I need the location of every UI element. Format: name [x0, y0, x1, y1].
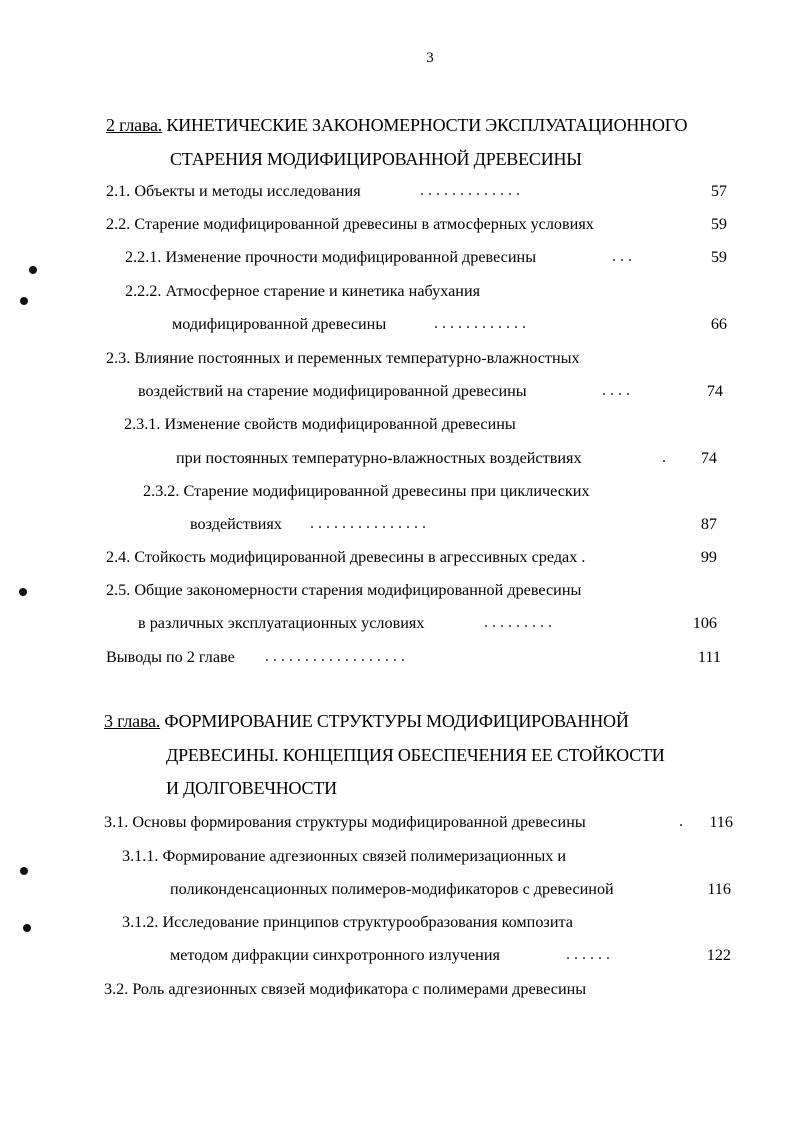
toc-entry-3-2: 3.2. Роль адгезионных связей модификатора с полимерами древесины: [104, 980, 587, 998]
punch-hole-mark: [20, 297, 28, 305]
toc-page: 99: [700, 548, 717, 566]
punch-hole-mark: [19, 588, 27, 596]
chapter3-title-line3: И ДОЛГОВЕЧНОСТИ: [166, 778, 337, 798]
punch-hole-mark: [23, 924, 31, 932]
toc-entry-2-1: 2.1. Объекты и методы исследования: [106, 182, 361, 200]
toc-dots: . . . .: [602, 382, 630, 399]
toc-page: 116: [707, 880, 731, 898]
toc-entry-3-1-1: 3.1.1. Формирование адгезионных связей полимеризационных и: [122, 847, 567, 865]
chapter3-heading: [104, 709, 629, 733]
toc-page: 106: [692, 614, 717, 632]
toc-entry-conclusions: Выводы по 2 главе: [106, 648, 235, 666]
toc-entry-2-2-1: 2.2.1. Изменение прочности модифицированной древесины: [125, 248, 537, 266]
toc-entry-2-3-1: 2.3.1. Изменение свойств модифицированной древесины: [124, 415, 516, 433]
chapter2-title-line2: СТАРЕНИЯ МОДИФИЦИРОВАННОЙ ДРЕВЕСИНЫ: [170, 149, 582, 169]
toc-entry-3-1-2: 3.1.2. Исследование принципов структурообразования композита: [122, 913, 573, 931]
toc-entry-2-5: 2.5. Общие закономерности старения модифицированной древесины: [106, 581, 582, 599]
toc-entry-2-2-2-cont: модифицированной древесины: [172, 315, 387, 333]
toc-entry-3-1: 3.1. Основы формирования структуры модифицированной древесины: [104, 813, 586, 831]
toc-entry-2-3-2: 2.3.2. Старение модифицированной древесины при циклических: [143, 482, 590, 500]
toc-page: 111: [697, 648, 721, 666]
toc-entry-2-2-2: 2.2.2. Атмосферное старение и кинетика набухания: [125, 282, 481, 300]
toc-dots: . . . . . .: [566, 946, 610, 963]
toc-entry-2-3-cont: воздействий на старение модифицированной древесины: [138, 382, 527, 400]
toc-dots: .: [662, 449, 666, 466]
chapter3-title-line1: ФОРМИРОВАНИЕ СТРУКТУРЫ МОДИФИЦИРОВАННОЙ: [164, 711, 629, 731]
chapter3-label: 3 глава.: [104, 711, 161, 731]
chapter2-title-line1: КИНЕТИЧЕСКИЕ ЗАКОНОМЕРНОСТИ ЭКСПЛУАТАЦИОННОГО: [166, 115, 688, 135]
toc-entry-2-3-2-cont: воздействиях: [190, 515, 282, 533]
toc-page: 59: [710, 215, 727, 233]
toc-page: 57: [710, 182, 727, 200]
toc-entry-3-1-2-cont: методом дифракции синхротронного излучения: [170, 946, 500, 964]
chapter3-title-line2: ДРЕВЕСИНЫ. КОНЦЕПЦИЯ ОБЕСПЕЧЕНИЯ ЕЕ СТОЙКОСТИ: [166, 745, 665, 765]
toc-dots: . . . . . . . . . . . . . . . . . .: [265, 648, 405, 665]
toc-page: 66: [710, 315, 727, 333]
toc-dots: . . . . . . . . . . . . . . .: [310, 515, 426, 532]
chapter2-label: 2 глава.: [106, 115, 163, 135]
chapter2-heading: [106, 113, 687, 137]
toc-entry-2-3-1-cont: при постоянных температурно-влажностных воздействиях: [176, 449, 582, 467]
toc-dots: . . . . . . . . . . . . .: [420, 182, 520, 199]
toc-page: 116: [709, 813, 733, 831]
toc-page: 74: [700, 449, 717, 467]
page-number: 3: [426, 50, 434, 66]
toc-page: 87: [700, 515, 717, 533]
punch-hole-mark: [29, 266, 37, 274]
toc-dots: . . . . . . . . . . . .: [434, 315, 526, 332]
toc-page: 59: [710, 248, 727, 266]
punch-hole-mark: [20, 867, 28, 875]
toc-dots: .: [679, 813, 683, 830]
toc-page: 122: [706, 946, 731, 964]
toc-entry-2-3: 2.3. Влияние постоянных и переменных температурно-влажностных: [106, 349, 580, 367]
toc-dots: . . . . . . . . .: [484, 614, 552, 631]
toc-dots: . . .: [612, 248, 632, 265]
toc-page: 74: [706, 382, 723, 400]
toc-entry-2-2: 2.2. Старение модифицированной древесины в атмосферных условиях: [106, 215, 594, 233]
toc-entry-2-5-cont: в различных эксплуатационных условиях: [138, 614, 425, 632]
toc-entry-3-1-1-cont: поликонденсационных полимеров-модификаторов с древесиной: [170, 880, 614, 898]
toc-entry-2-4: 2.4. Стойкость модифицированной древесины в агрессивных средах .: [106, 548, 586, 566]
